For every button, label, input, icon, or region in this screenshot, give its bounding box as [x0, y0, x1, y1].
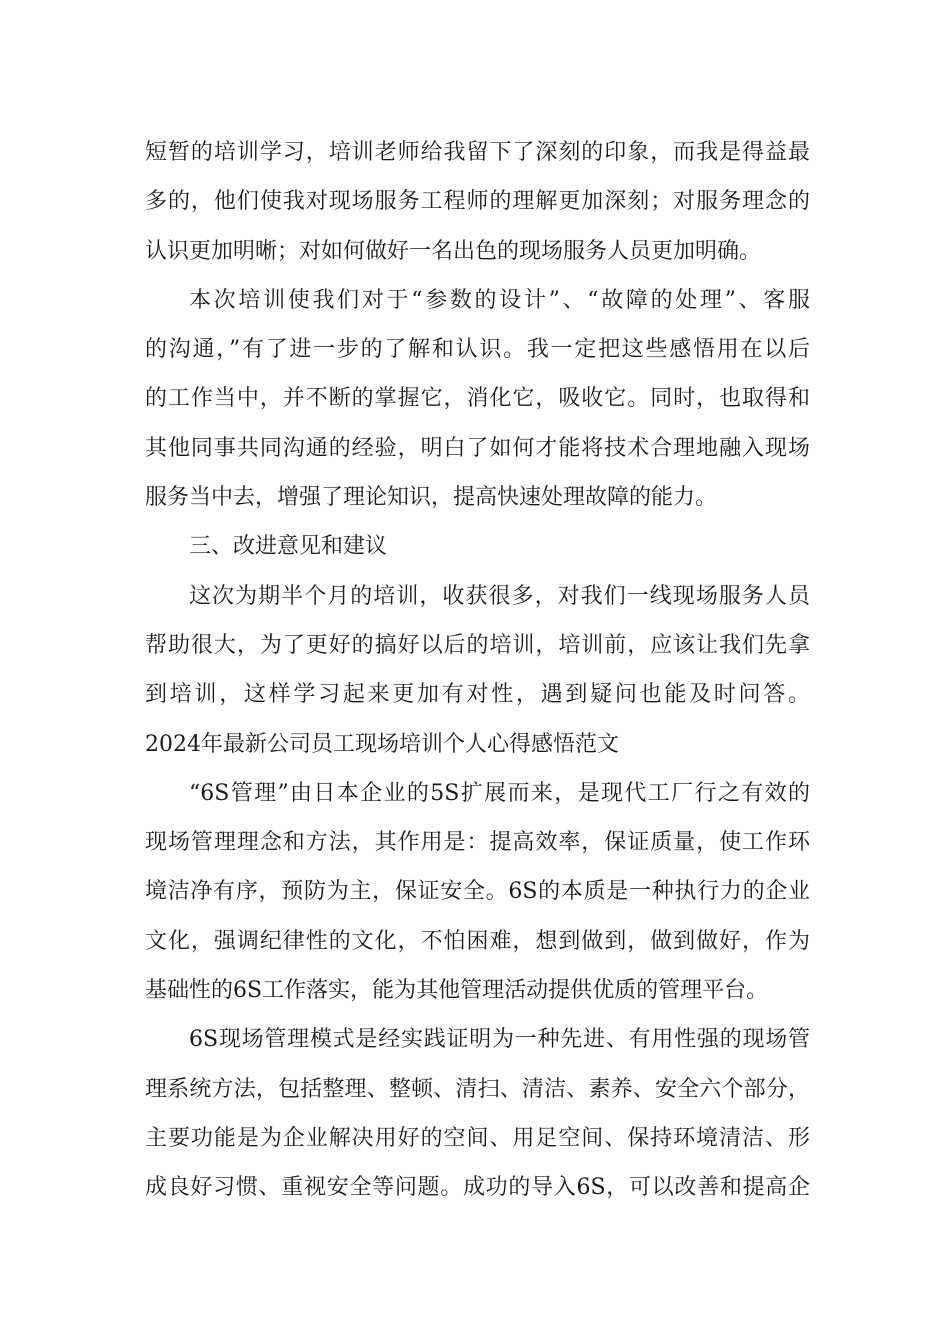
text-line: 认识更加明晰；对如何做好一名出色的现场服务人员更加明确。: [145, 238, 762, 264]
text-line: 6S现场管理模式是经实践证明为一种先进、有用性强的现场管: [189, 1027, 810, 1053]
text-line: 境洁净有序，预防为主，保证安全。6S的本质是一种执行力的企业: [145, 879, 810, 905]
text-line: 的沟通，”有了进一步的了解和认识。我一定把这些感悟用在以后: [145, 337, 810, 363]
text-line: 本次培训使我们对于“参数的设计”、“故障的处理”、客服: [189, 287, 810, 313]
text-line: 理系统方法，包括整理、整顿、清扫、清洁、素养、安全六个部分，: [145, 1076, 810, 1102]
section-heading: 三、改进意见和建议: [189, 534, 388, 560]
text-line: 主要功能是为企业解决用好的空间、用足空间、保持环境清洁、形: [145, 1125, 810, 1151]
text-line: 的工作当中，并不断的掌握它，消化它，吸收它。同时，也取得和: [145, 386, 810, 412]
body-text: [145, 128, 810, 1213]
text-line: 现场管理理念和方法，其作用是：提高效率，保证质量，使工作环: [145, 830, 810, 856]
text-line: 这次为期半个月的培训，收获很多，对我们一线现场服务人员: [189, 583, 810, 609]
text-line: 多的，他们使我对现场服务工程师的理解更加深刻；对服务理念的: [145, 189, 810, 215]
text-line: 成良好习惯、重视安全等问题。成功的导入6S，可以改善和提高企: [145, 1175, 810, 1201]
text-line: “6S管理”由日本企业的5S扩展而来，是现代工厂行之有效的: [189, 780, 810, 806]
article-title: 2024年最新公司员工现场培训个人心得感悟范文: [145, 731, 619, 757]
text-line: 其他同事共同沟通的经验，明白了如何才能将技术合理地融入现场: [145, 435, 810, 461]
text-line: 到培训，这样学习起来更加有对性，遇到疑问也能及时问答。: [145, 682, 810, 708]
text-line: 服务当中去，增强了理论知识，提高快速处理故障的能力。: [145, 485, 718, 511]
text-line: 文化，强调纪律性的文化，不怕困难，想到做到，做到做好，作为: [145, 928, 810, 954]
text-line: 基础性的6S工作落实，能为其他管理活动提供优质的管理平台。: [145, 978, 769, 1004]
text-line: 帮助很大，为了更好的搞好以后的培训，培训前，应该让我们先拿: [145, 632, 810, 658]
text-line: 短暂的培训学习，培训老师给我留下了深刻的印象，而我是得益最: [145, 140, 810, 165]
